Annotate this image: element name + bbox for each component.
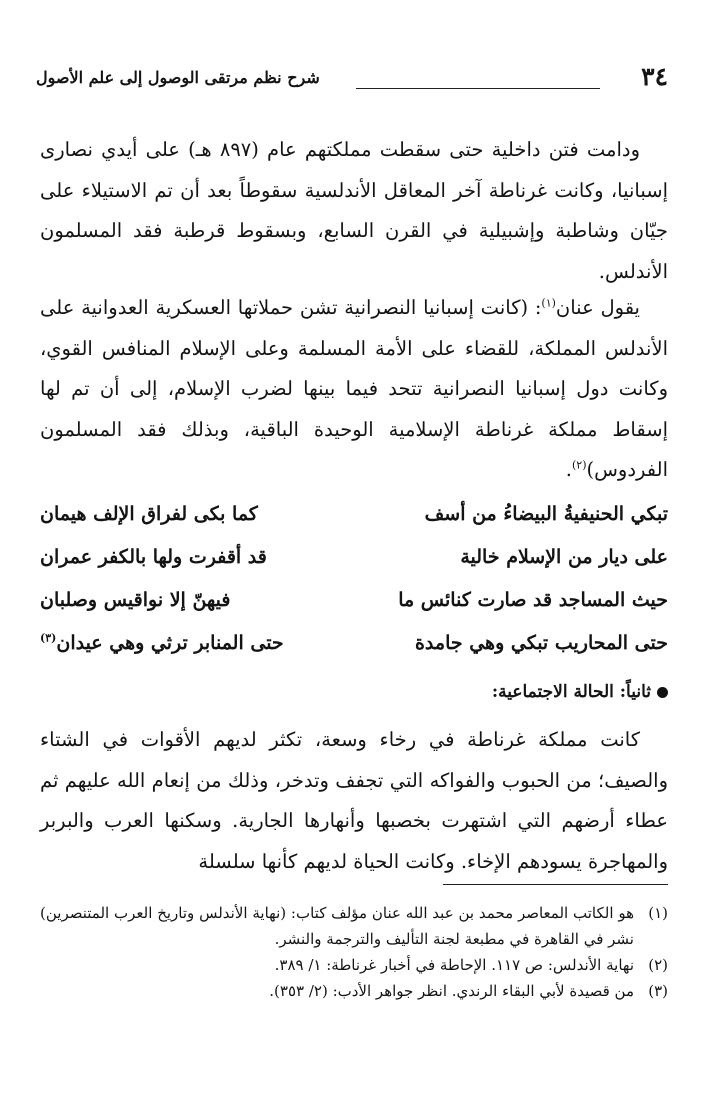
verse-first-hemistich: حيث المساجد قد صارت كنائس ما — [398, 589, 668, 611]
paragraph-2 — [40, 288, 668, 491]
header-rule — [356, 88, 600, 89]
footnote-number: (٣) — [648, 982, 668, 1000]
footnote-text: هو الكاتب المعاصر محمد بن عبد الله عنان مؤلف كتاب: (نهاية الأندلس وتاريخ العرب المتنصرين) نشر في القاهرة في مطبعة لجنة التأليف والترجمة والنشر. — [40, 904, 634, 948]
footnotes — [40, 900, 668, 1004]
verse-second-hemistich: فيهنّ إلا نواقيس وصلبان — [40, 589, 231, 611]
verse-first-hemistich: على ديار من الإسلام خالية — [460, 546, 668, 568]
verse-first-hemistich: تبكي الحنيفيةُ البيضاءُ من أسف — [424, 503, 668, 525]
footnote-text: من قصيدة لأبي البقاء الرندي. انظر جواهر الأدب: (٢/ ٣٥٣). — [269, 982, 634, 1000]
page-header — [36, 62, 668, 94]
footnote — [40, 900, 668, 952]
footnote-number: (١) — [648, 904, 668, 922]
page-number: ٣٤ — [641, 62, 668, 91]
footnote-number: (٢) — [648, 956, 668, 974]
footnote-text: نهاية الأندلس: ص ١١٧. الإحاطة في أخبار غرناطة: ١/ ٣٨٩. — [274, 956, 634, 974]
paragraph-1: ودامت فتن داخلية حتى سقطت مملكتهم عام (٨٩٧ هـ) على أيدي نصارى إسبانيا، وكانت غرناطة آخر المعاقل الأندلسية سقوطاً بعد أن تم الاستيلاء على جيّان وشاطبة وإشبيلية في القرن السابع، وبسقوط قرطبة فقد المسلمون الأندلس. — [40, 138, 668, 283]
footnote — [40, 978, 668, 1004]
footnote-ref-3: (٣) — [40, 631, 57, 645]
poem-verse — [40, 579, 668, 622]
paragraph-2-lead: يقول عنان — [555, 296, 640, 319]
verse-second-hemistich: حتى المنابر ترثي وهي عيدان — [56, 632, 284, 654]
footnote-divider — [443, 884, 668, 885]
poem — [40, 493, 668, 665]
poem-verse — [40, 622, 668, 665]
paragraph-3: كانت مملكة غرناطة في رخاء وسعة، تكثر لديهم الأقوات في الشتاء والصيف؛ من الحبوب والفواكه التي تجفف وتدخر، وذلك من إنعام الله عليهم ثم عطاء أرضهم التي اشتهرت بخصبها وأنهارها الجارية. وسكنها العرب والبربر والمهاجرة يسودهم الإخاء. وكانت الحياة لديهم كأنها سلسلة — [40, 728, 668, 873]
footnote-ref-1: (١) — [541, 296, 556, 310]
verse-second-hemistich: قد أقفرت ولها بالكفر عمران — [40, 546, 267, 568]
paragraph-2-body: : (كانت إسبانيا النصرانية تشن حملاتها العسكرية العدوانية على الأندلس المملكة، للقضاء على الأمة المسلمة وعلى الإسلام المنافس القوي، وكانت دول إسبانيا النصرانية تتحد فيما بينها لضرب الإسلام، إلى أن تم لها إسقاط مملكة غرناطة الإسلامية الوحيدة الباقية، وبذلك فقد المسلمون الفردوس) — [40, 296, 668, 481]
verse-first-hemistich: حتى المحاريب تبكي وهي جامدة — [414, 632, 668, 654]
running-title: شرح نظم مرتقى الوصول إلى علم الأصول — [36, 68, 320, 87]
bullet-icon — [657, 687, 668, 698]
verse-second-hemistich: كما بكى لفراق الإلف هيمان — [40, 503, 258, 525]
poem-verse — [40, 536, 668, 579]
section-heading-text: ثانياً: الحالة الاجتماعية: — [491, 682, 651, 702]
verse-second-hemistich-with-ref — [40, 622, 329, 665]
section-heading — [492, 678, 668, 706]
footnote-ref-2: (٢) — [571, 458, 587, 472]
footnote — [40, 952, 668, 978]
paragraph-2-end: . — [565, 458, 572, 481]
poem-verse — [40, 493, 668, 536]
